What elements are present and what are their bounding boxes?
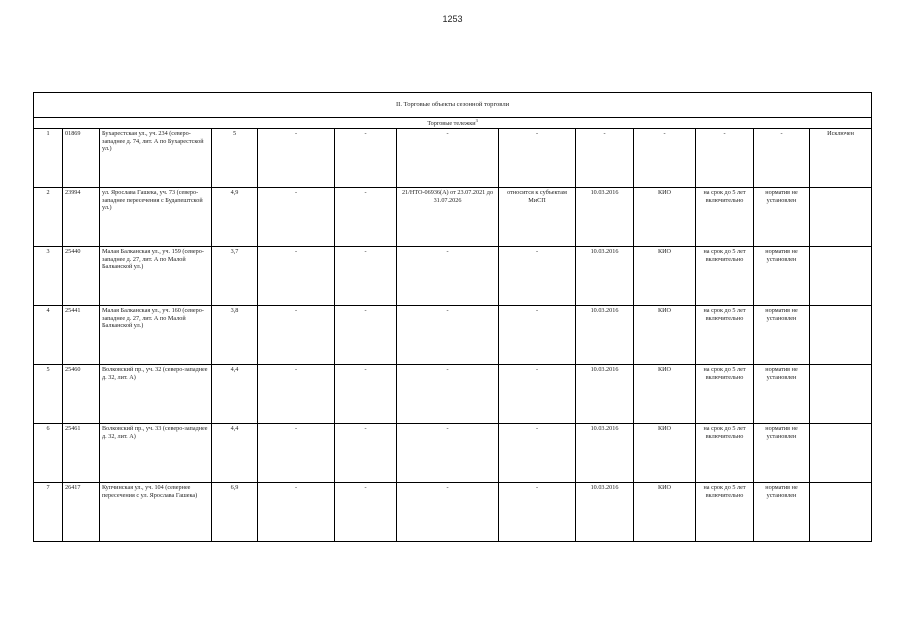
- cell-area: 3,8: [212, 305, 258, 364]
- cell-address: Купчинская ул., уч. 104 (севернее пересечения с ул. Ярослава Гашека): [100, 482, 212, 541]
- cell-term: на срок до 5 лет включительно: [696, 305, 754, 364]
- cell-object-id: 25461: [63, 423, 100, 482]
- cell-inclusion-date: 10.03.2016: [576, 305, 634, 364]
- cell-area: 5: [212, 128, 258, 187]
- cell-contract: -: [397, 305, 499, 364]
- cell-object-id: 25440: [63, 246, 100, 305]
- section-header-row: [34, 93, 872, 118]
- cell-term: на срок до 5 лет включительно: [696, 482, 754, 541]
- cell-organization: КИО: [634, 305, 696, 364]
- cell-subject-category: -: [499, 482, 576, 541]
- cell-address: Волковский пр., уч. 32 (северо-западнее д. 32, лит. А): [100, 364, 212, 423]
- cell-area: 4,9: [212, 187, 258, 246]
- cell-subject-category: -: [499, 128, 576, 187]
- cell-area: 6,9: [212, 482, 258, 541]
- cell-inclusion-date: 10.03.2016: [576, 187, 634, 246]
- cell-address: Малая Балканская ул., уч. 160 (северо-западнее д. 27, лит. А по Малой Балканской ул.): [100, 305, 212, 364]
- cell-row-number: 4: [34, 305, 63, 364]
- cell-object-id: 25441: [63, 305, 100, 364]
- cell-contract: 21/НТО-06936(А) от 23.07.2021 до 31.07.2026: [397, 187, 499, 246]
- cell-object-id: 26417: [63, 482, 100, 541]
- cell-term: на срок до 5 лет включительно: [696, 246, 754, 305]
- cell-inclusion-date: 10.03.2016: [576, 423, 634, 482]
- cell-col-6-value: -: [335, 128, 397, 187]
- subsection-header-row: [34, 118, 872, 129]
- cell-col-5-value: -: [258, 305, 335, 364]
- cell-term: на срок до 5 лет включительно: [696, 423, 754, 482]
- cell-inclusion-date: 10.03.2016: [576, 482, 634, 541]
- cell-col-5-value: -: [258, 482, 335, 541]
- cell-subject-category: -: [499, 423, 576, 482]
- cell-organization: КИО: [634, 364, 696, 423]
- cell-status: [810, 423, 872, 482]
- cell-status: [810, 187, 872, 246]
- cell-address: Малая Балканская ул., уч. 159 (северо-западнее д. 27, лит. А по Малой Балканской ул.): [100, 246, 212, 305]
- cell-inclusion-date: 10.03.2016: [576, 364, 634, 423]
- cell-contract: -: [397, 364, 499, 423]
- cell-col-5-value: -: [258, 187, 335, 246]
- cell-norm: -: [754, 128, 810, 187]
- cell-organization: -: [634, 128, 696, 187]
- cell-norm: норматив не установлен: [754, 246, 810, 305]
- cell-col-6-value: -: [335, 364, 397, 423]
- cell-term: на срок до 5 лет включительно: [696, 187, 754, 246]
- cell-norm: норматив не установлен: [754, 364, 810, 423]
- cell-subject-category: -: [499, 246, 576, 305]
- cell-address: Бухарестская ул., уч. 234 (северо-западнее д. 74, лит. А по Бухарестской ул.): [100, 128, 212, 187]
- cell-norm: норматив не установлен: [754, 305, 810, 364]
- cell-contract: -: [397, 128, 499, 187]
- table-row: [34, 187, 872, 246]
- cell-row-number: 3: [34, 246, 63, 305]
- cell-area: 4,4: [212, 423, 258, 482]
- cell-col-6-value: -: [335, 187, 397, 246]
- cell-area: 4,4: [212, 364, 258, 423]
- cell-status: [810, 364, 872, 423]
- table-row: [34, 482, 872, 541]
- section-title: II. Торговые объекты сезонной торговли: [34, 93, 872, 118]
- cell-inclusion-date: 10.03.2016: [576, 246, 634, 305]
- subsection-title-cell: [34, 118, 872, 129]
- cell-object-id: 25460: [63, 364, 100, 423]
- cell-row-number: 1: [34, 128, 63, 187]
- cell-organization: КИО: [634, 246, 696, 305]
- cell-col-5-value: -: [258, 364, 335, 423]
- cell-organization: КИО: [634, 187, 696, 246]
- cell-col-5-value: -: [258, 246, 335, 305]
- cell-area: 3,7: [212, 246, 258, 305]
- cell-status: [810, 246, 872, 305]
- table-row: [34, 128, 872, 187]
- cell-norm: норматив не установлен: [754, 423, 810, 482]
- cell-address: Волковский пр., уч. 33 (северо-западнее д. 32, лит. А): [100, 423, 212, 482]
- table-row: [34, 364, 872, 423]
- cell-contract: -: [397, 423, 499, 482]
- cell-row-number: 2: [34, 187, 63, 246]
- cell-col-5-value: -: [258, 128, 335, 187]
- cell-col-6-value: -: [335, 246, 397, 305]
- cell-norm: норматив не установлен: [754, 482, 810, 541]
- cell-term: -: [696, 128, 754, 187]
- cell-col-6-value: -: [335, 423, 397, 482]
- cell-organization: КИО: [634, 482, 696, 541]
- cell-norm: норматив не установлен: [754, 187, 810, 246]
- cell-status: Исключен: [810, 128, 872, 187]
- cell-object-id: 23994: [63, 187, 100, 246]
- cell-row-number: 7: [34, 482, 63, 541]
- cell-subject-category: -: [499, 364, 576, 423]
- cell-term: на срок до 5 лет включительно: [696, 364, 754, 423]
- register-table: [33, 92, 872, 542]
- cell-col-6-value: -: [335, 482, 397, 541]
- subsection-title: Торговые тележки: [427, 120, 476, 128]
- cell-inclusion-date: -: [576, 128, 634, 187]
- table-row: [34, 423, 872, 482]
- cell-status: [810, 482, 872, 541]
- table-row: [34, 246, 872, 305]
- page-number: 1253: [442, 14, 463, 24]
- footnote-marker: 3: [475, 118, 478, 123]
- cell-contract: -: [397, 246, 499, 305]
- cell-col-5-value: -: [258, 423, 335, 482]
- cell-status: [810, 305, 872, 364]
- cell-row-number: 5: [34, 364, 63, 423]
- table-row: [34, 305, 872, 364]
- cell-contract: -: [397, 482, 499, 541]
- cell-organization: КИО: [634, 423, 696, 482]
- cell-col-6-value: -: [335, 305, 397, 364]
- cell-row-number: 6: [34, 423, 63, 482]
- cell-address: ул. Ярослава Гашека, уч. 73 (северо-западнее пересечения с Будапештской ул.): [100, 187, 212, 246]
- cell-subject-category: относится к субъектам МиСП: [499, 187, 576, 246]
- cell-object-id: 01869: [63, 128, 100, 187]
- cell-subject-category: -: [499, 305, 576, 364]
